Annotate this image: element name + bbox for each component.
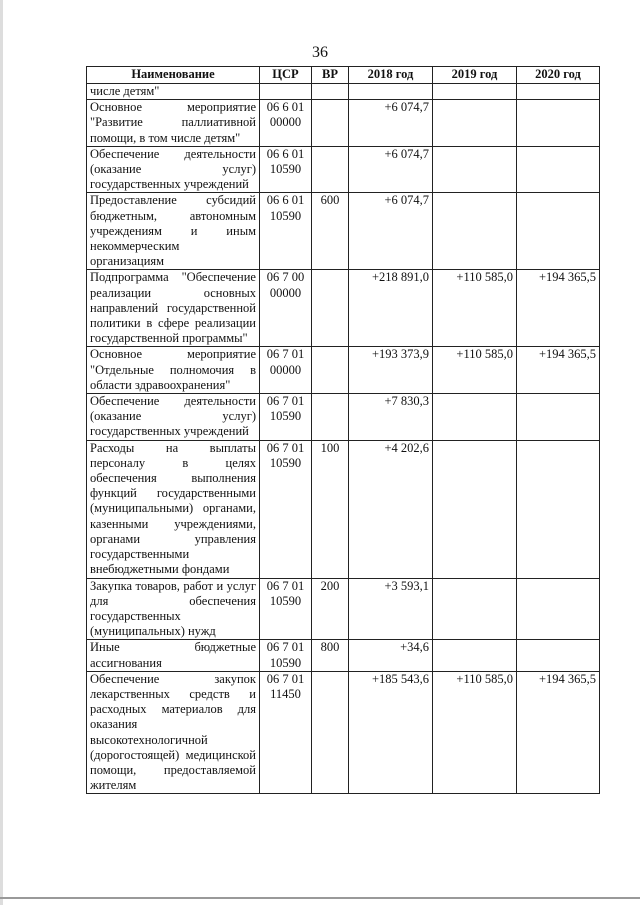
table-row xyxy=(87,270,600,347)
cell-name: Основное мероприятие "Развитие паллиативной помощи, в том числе детям" xyxy=(87,100,260,147)
cell-name: Обеспечение деятельности (оказание услуг) государственных учреждений xyxy=(87,146,260,193)
cell-name: Основное мероприятие "Отдельные полномочия в области здравоохранения" xyxy=(87,347,260,394)
cell-csr: 06 7 01 10590 xyxy=(260,640,312,671)
cell-2020 xyxy=(517,640,600,671)
cell-vr xyxy=(312,394,349,441)
cell-2020 xyxy=(517,100,600,147)
cell-2018: +193 373,9 xyxy=(349,347,433,394)
cell-vr xyxy=(312,270,349,347)
cell-2019 xyxy=(433,84,517,100)
cell-name: Расходы на выплаты персоналу в целях обеспечения выполнения функций государственными (муниципальными) органами, казенными учреждениями, органами управления государственными внебюджетными фондами xyxy=(87,440,260,578)
cell-csr: 06 6 01 10590 xyxy=(260,193,312,270)
cell-2019 xyxy=(433,578,517,640)
cell-name: Обеспечение деятельности (оказание услуг) государственных учреждений xyxy=(87,394,260,441)
cell-2018: +218 891,0 xyxy=(349,270,433,347)
cell-2020 xyxy=(517,84,600,100)
cell-2019 xyxy=(433,100,517,147)
table-row xyxy=(87,100,600,147)
cell-vr xyxy=(312,347,349,394)
page-number: 36 xyxy=(312,44,328,61)
cell-name: Обеспечение закупок лекарственных средств и расходных материалов для оказания высокотехнологичной (дорогостоящей) медицинской помощи, предоставляемой жителям xyxy=(87,671,260,794)
cell-2018: +4 202,6 xyxy=(349,440,433,578)
table-header-row xyxy=(87,67,600,84)
cell-2018: +7 830,3 xyxy=(349,394,433,441)
cell-vr: 200 xyxy=(312,578,349,640)
cell-vr xyxy=(312,84,349,100)
header-2019: 2019 год xyxy=(433,67,517,84)
cell-csr: 06 6 01 10590 xyxy=(260,146,312,193)
cell-csr xyxy=(260,84,312,100)
table-row xyxy=(87,578,600,640)
cell-2019: +110 585,0 xyxy=(433,347,517,394)
cell-2018: +6 074,7 xyxy=(349,146,433,193)
cell-name: Иные бюджетные ассигнования xyxy=(87,640,260,671)
cell-csr: 06 7 00 00000 xyxy=(260,270,312,347)
cell-2018: +6 074,7 xyxy=(349,193,433,270)
cell-2019: +110 585,0 xyxy=(433,270,517,347)
table-row xyxy=(87,671,600,794)
scan-edge xyxy=(0,0,3,905)
cell-vr xyxy=(312,100,349,147)
cell-csr: 06 6 01 00000 xyxy=(260,100,312,147)
cell-csr: 06 7 01 10590 xyxy=(260,440,312,578)
cell-2019 xyxy=(433,193,517,270)
cell-csr: 06 7 01 10590 xyxy=(260,578,312,640)
cell-2019 xyxy=(433,394,517,441)
cell-vr: 600 xyxy=(312,193,349,270)
cell-csr: 06 7 01 11450 xyxy=(260,671,312,794)
scan-bottom-edge xyxy=(0,897,640,899)
table-row xyxy=(87,347,600,394)
table-row xyxy=(87,84,600,100)
cell-2020: +194 365,5 xyxy=(517,270,600,347)
header-2018: 2018 год xyxy=(349,67,433,84)
header-csr: ЦСР xyxy=(260,67,312,84)
cell-name: Предоставление субсидий бюджетным, автономным учреждениям и иным некоммерческим организациям xyxy=(87,193,260,270)
cell-name: числе детям" xyxy=(87,84,260,100)
cell-2019 xyxy=(433,440,517,578)
cell-2018: +6 074,7 xyxy=(349,100,433,147)
cell-2020 xyxy=(517,578,600,640)
cell-vr xyxy=(312,671,349,794)
cell-vr: 100 xyxy=(312,440,349,578)
cell-csr: 06 7 01 10590 xyxy=(260,394,312,441)
cell-2018: +34,6 xyxy=(349,640,433,671)
cell-2020 xyxy=(517,146,600,193)
cell-2020 xyxy=(517,394,600,441)
table-row xyxy=(87,440,600,578)
cell-vr: 800 xyxy=(312,640,349,671)
header-vr: ВР xyxy=(312,67,349,84)
cell-2019: +110 585,0 xyxy=(433,671,517,794)
cell-2018: +3 593,1 xyxy=(349,578,433,640)
cell-2019 xyxy=(433,640,517,671)
cell-vr xyxy=(312,146,349,193)
table-row xyxy=(87,146,600,193)
cell-csr: 06 7 01 00000 xyxy=(260,347,312,394)
cell-2019 xyxy=(433,146,517,193)
cell-2020: +194 365,5 xyxy=(517,347,600,394)
cell-2020: +194 365,5 xyxy=(517,671,600,794)
table-row xyxy=(87,193,600,270)
budget-table xyxy=(86,66,600,794)
header-name: Наименование xyxy=(87,67,260,84)
cell-2020 xyxy=(517,440,600,578)
table-row xyxy=(87,394,600,441)
cell-2018: +185 543,6 xyxy=(349,671,433,794)
table-row xyxy=(87,640,600,671)
header-2020: 2020 год xyxy=(517,67,600,84)
cell-name: Закупка товаров, работ и услуг для обеспечения государственных (муниципальных) нужд xyxy=(87,578,260,640)
cell-2020 xyxy=(517,193,600,270)
cell-2018 xyxy=(349,84,433,100)
cell-name: Подпрограмма "Обеспечение реализации основных направлений государственной политики в сфере реализации государственной программы" xyxy=(87,270,260,347)
